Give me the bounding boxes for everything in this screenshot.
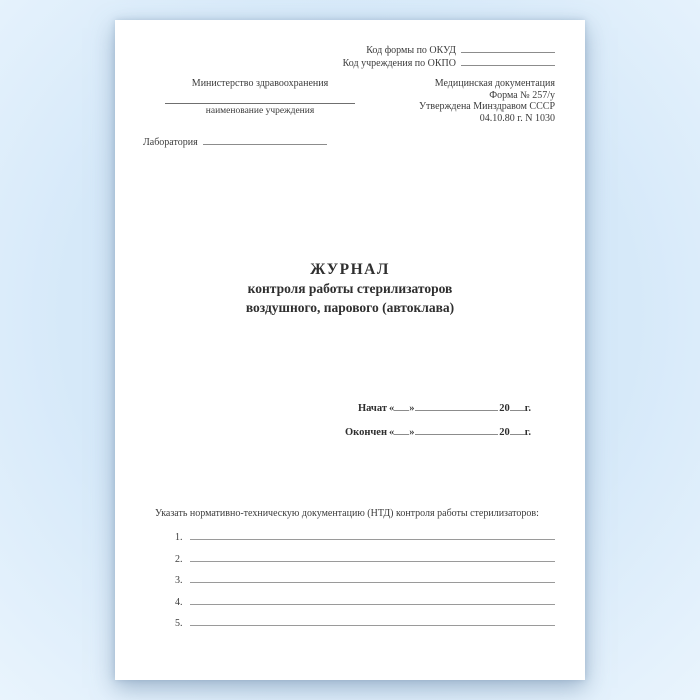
title-line-1: ЖУРНАЛ (310, 261, 390, 278)
okpo-blank-line (461, 55, 555, 66)
doc-info-block (345, 78, 555, 124)
ntd-blank-line (190, 529, 555, 540)
code-fields (343, 42, 555, 68)
document-page (115, 20, 585, 680)
started-label: Начат (357, 403, 387, 414)
finished-label: Окончен (344, 427, 387, 438)
quote-close: » (409, 427, 415, 438)
date-started-row (343, 400, 531, 414)
okud-blank-line (461, 42, 555, 53)
ntd-section (155, 508, 555, 637)
okpo-label: Код учреждения по ОКПО (342, 58, 456, 69)
date-finished-row (343, 424, 531, 438)
title-line-2: контроля работы стерилизаторов (247, 281, 453, 296)
doc-info-line: 04.10.80 г. N 1030 (479, 112, 555, 124)
started-year-blank (510, 400, 525, 411)
laboratory-label: Лаборатория (143, 137, 198, 148)
ntd-blank-line (190, 615, 555, 626)
quote-close: » (409, 403, 415, 414)
ntd-item-number: 3. (175, 575, 183, 586)
ministry-block (143, 78, 377, 116)
institution-caption: наименование учреждения (205, 106, 315, 116)
ntd-item-number: 5. (175, 618, 183, 629)
finished-month-blank (415, 424, 499, 435)
quote-open: « (389, 427, 395, 438)
ntd-instruction: Указать нормативно-техническую документацию (НТД) контроля работы стерилизаторов: (155, 508, 539, 519)
institution-blank-line (165, 103, 355, 104)
okpo-row (343, 55, 555, 68)
finished-day-blank (394, 424, 409, 435)
doc-info-line: Утверждена Минздравом СССР (418, 101, 555, 112)
ntd-list-item (175, 551, 555, 573)
ntd-list-item (175, 529, 555, 551)
doc-info-line: Форма № 257/у (489, 89, 555, 101)
ntd-item-number: 2. (175, 553, 183, 565)
okud-row (343, 42, 555, 55)
ministry-label: Министерство здравоохранения (191, 78, 329, 89)
title-line-3: воздушного, парового (автоклава) (245, 299, 455, 315)
document-title (115, 260, 585, 317)
dates-block (343, 400, 531, 448)
started-day-blank (394, 400, 409, 411)
year-prefix: 20 (499, 403, 510, 414)
started-month-blank (415, 400, 499, 411)
ntd-list-item (175, 594, 555, 616)
ntd-item-number: 1. (175, 532, 183, 543)
ntd-list-item (175, 572, 555, 594)
year-suffix: г. (524, 403, 531, 414)
ntd-list-item (175, 615, 555, 637)
okud-label: Код формы по ОКУД (366, 45, 456, 56)
year-prefix: 20 (499, 427, 510, 438)
doc-info-line: Медицинская документация (434, 78, 555, 89)
ntd-item-number: 4. (175, 596, 183, 608)
ntd-blank-line (190, 572, 555, 583)
laboratory-blank-line (203, 134, 327, 145)
ntd-blank-line (190, 551, 555, 562)
ntd-list (175, 529, 555, 637)
year-suffix: г. (524, 427, 531, 438)
quote-open: « (389, 403, 395, 414)
finished-year-blank (510, 424, 525, 435)
laboratory-row (143, 134, 327, 148)
ntd-blank-line (190, 594, 555, 605)
